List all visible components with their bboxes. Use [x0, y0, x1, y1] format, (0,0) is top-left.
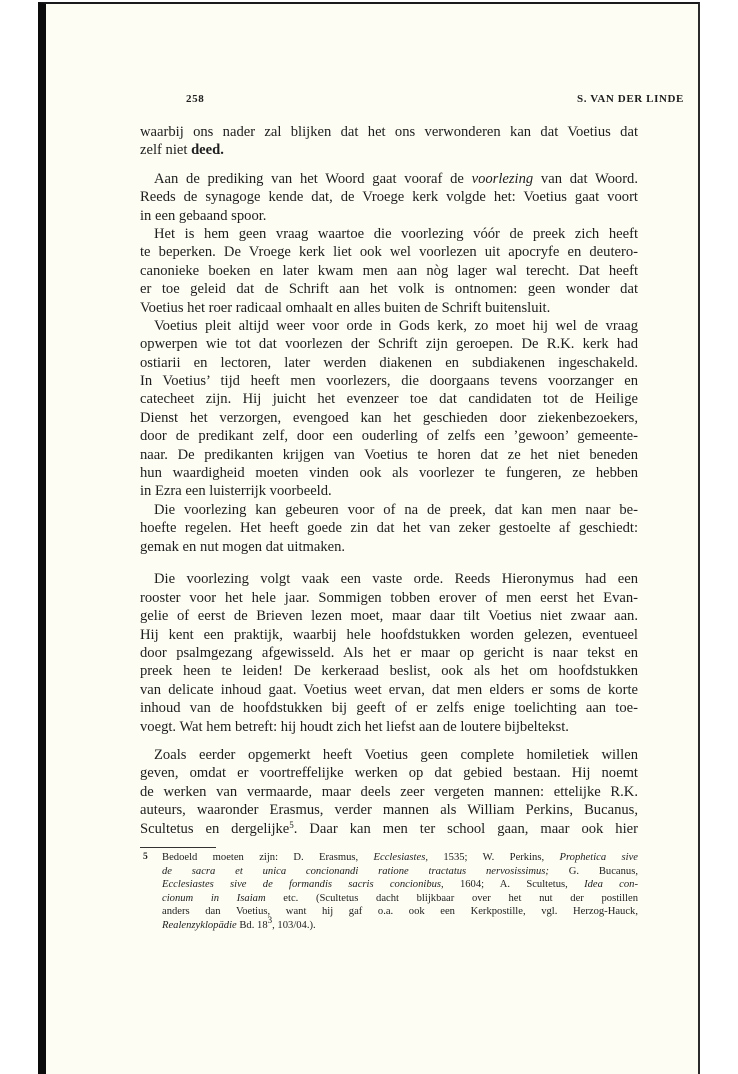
text-line: door psalmgezang afgewisseld. Als het er maar op gericht is naar tekst en	[140, 645, 638, 662]
text-line: rooster voor het hele jaar. Sommigen tobben erover of men eerst het Evan-	[140, 589, 638, 606]
text-line: in Ezra een luisterrijk voorbeeld.	[140, 483, 332, 500]
text-line	[140, 820, 638, 838]
text-line: naar. De predikanten krijgen van Voetius te horen dat ze het niet beneden	[140, 446, 638, 463]
footnote-text	[162, 851, 638, 933]
paragraph	[140, 170, 638, 225]
footnote-number: 5	[143, 852, 148, 862]
text-line: hun waardigheid moeten vinden ook als voorlezer te fungeren, ze hebben	[140, 465, 638, 482]
text-segment: 1604; A. Scultetus,	[443, 879, 585, 891]
text-segment: van dat Woord.	[533, 170, 638, 187]
text-segment: Bedoeld moeten zijn: D. Erasmus,	[162, 852, 374, 863]
text-segment: zelf niet	[140, 142, 192, 159]
italic-text: Prophetica sive	[559, 852, 638, 863]
paragraph-gap	[140, 736, 638, 746]
text-line: Voetius pleit altijd weer voor orde in Gods kerk, zo moet hij wel de vraag	[154, 317, 638, 334]
paragraph-gap	[140, 556, 638, 571]
paragraph	[140, 225, 638, 317]
text-line	[162, 892, 638, 906]
text-line: Dienst het verzorgen, evengoed kan het geschieden door ziekenbezoekers,	[140, 409, 638, 426]
text-line: hoefte regelen. Het heeft goede zin dat het van zeker gestoelte af geschiedt:	[140, 520, 638, 537]
italic-text: Ecclesiastes,	[373, 852, 428, 863]
text-line: van delicate inhoud gaat. Voetius weet ervan, dat men elders er soms de korte	[140, 681, 638, 698]
paragraph	[140, 501, 638, 556]
text-line: opwerpen wie tot dat voorlezen der Schrift zijn geroepen. De R.K. kerk had	[140, 336, 638, 353]
text-line: er toe geleid dat de Schrift aan het volk is ontnomen: geen wonder dat	[140, 281, 638, 298]
text-line: canonieke boeken en later kwam men aan nòg lager wal terecht. Dat heeft	[140, 262, 638, 279]
page-number: 258	[186, 93, 205, 105]
text-line: te beperken. De Vroege kerk liet ook wel voorlezen uit apocryfe en deutero-	[140, 244, 638, 261]
text-segment: , 103/04.).	[272, 919, 316, 931]
text-line	[162, 865, 638, 879]
text-line	[162, 914, 638, 933]
text-line: Die voorlezing kan gebeuren voor of na de preek, dat kan men naar be-	[154, 501, 638, 518]
text-line: preek heen te leiden! De kerkeraad beslist, ook als het om hoofdstukken	[140, 663, 638, 680]
footnote-reference: 3	[267, 914, 273, 925]
text-line: catecheet zijn. Hij juicht het evenzeer toe dat candidaten tot de Heilige	[140, 391, 638, 408]
running-head	[186, 93, 684, 109]
paragraph-gap	[140, 160, 638, 170]
text-line	[140, 170, 638, 188]
text-line: ostiarii en lectoren, later werden diakenen en subdiakenen ingeschakeld.	[140, 354, 638, 371]
text-segment: Bd. 18	[236, 919, 268, 931]
italic-text: voorlezing	[471, 170, 534, 187]
text-line	[162, 878, 638, 892]
text-segment: G. Bucanus,	[548, 865, 638, 877]
footnote	[140, 851, 638, 933]
text-line: geven, omdat er voortreffelijke werken op dat gebied bestaan. Hij noemt	[140, 765, 638, 782]
paragraph	[140, 746, 638, 838]
bold-text: deed.	[191, 142, 224, 159]
text-line: gemak en nut mogen dat uitmaken.	[140, 538, 346, 555]
text-segment: . Daar kan men ter school gaan, maar ook hier	[293, 820, 638, 837]
text-line: de werken van vermaarde, maar deels zeer vergeten mannen: ettelijke R.K.	[140, 783, 638, 800]
italic-text: Ecclesiastes sive de formandis sacris concionibus,	[162, 879, 444, 891]
text-line: Reeds de synagoge kende dat, de Vroege kerk volgde het: Voetius gaat voort	[140, 189, 638, 206]
text-line: inhoud van de hoofdstukken bij geeft of er zelfs enige toelichting aan toe-	[140, 700, 638, 717]
text-line	[162, 851, 638, 865]
text-line: Zoals eerder opgemerkt heeft Voetius geen complete homiletiek willen	[154, 747, 638, 763]
body-text	[140, 123, 638, 838]
text-segment: Scultetus en dergelijke	[140, 820, 290, 837]
paragraph	[140, 570, 638, 736]
text-line	[140, 141, 638, 159]
text-segment: etc. (Scultetus dacht blijkbaar over het nut der postillen	[265, 892, 638, 904]
italic-text: Idea con-	[584, 879, 639, 891]
running-head-author: S. VAN DER LINDE	[577, 93, 684, 105]
text-line: door de predikant zelf, door een ouderling of zelfs een ’gewoon’ gemeente-	[140, 428, 638, 445]
text-line: Voetius het roer radicaal omhaalt en alles buiten de Schrift buitensluit.	[140, 299, 551, 316]
text-line: Hij kent een praktijk, waarbij hele hoofdstukken worden gelezen, eventueel	[140, 626, 638, 643]
italic-text: de sacra et unica concionandi ratione tractatus nervosissimus;	[162, 865, 549, 877]
footnote-divider	[140, 847, 216, 848]
text-line: In Voetius’ tijd heeft men voorlezers, die doorgaans tevens voorzanger en	[140, 373, 638, 390]
text-line: auteurs, waaronder Erasmus, verder mannen als William Perkins, Bucanus,	[140, 802, 638, 819]
italic-text: cionum in Isaiam	[162, 892, 266, 904]
text-line: anders dan Voetius, want hij gaf o.a. ook een Kerkpostille, vgl. Herzog-Hauck,	[162, 906, 638, 918]
paragraph	[140, 317, 638, 501]
text-line: voegt. Wat hem betreft: hij houdt zich het liefst aan de loutere bijbeltekst.	[140, 718, 569, 735]
text-line: gelie of eerst de Brieven lezen moet, maar daar tilt Voetius niet zwaar aan.	[140, 608, 638, 625]
text-line: Die voorlezing volgt vaak een vaste orde. Reeds Hieronymus had een	[154, 571, 638, 588]
text-segment: Aan de prediking van het Woord gaat vooraf de	[154, 170, 472, 187]
text-segment: 1535; W. Perkins,	[427, 852, 560, 863]
text-line: in een gebaand spoor.	[140, 207, 267, 224]
text-line: Het is hem geen vraag waartoe die voorlezing vóór de preek zich heeft	[154, 225, 638, 242]
text-line: waarbij ons nader zal blijken dat het ons verwonderen kan dat Voetius dat	[140, 124, 638, 140]
footnote-reference: 5	[289, 819, 294, 830]
italic-text: Realenzyklopädie	[162, 919, 237, 931]
paragraph	[140, 123, 638, 160]
